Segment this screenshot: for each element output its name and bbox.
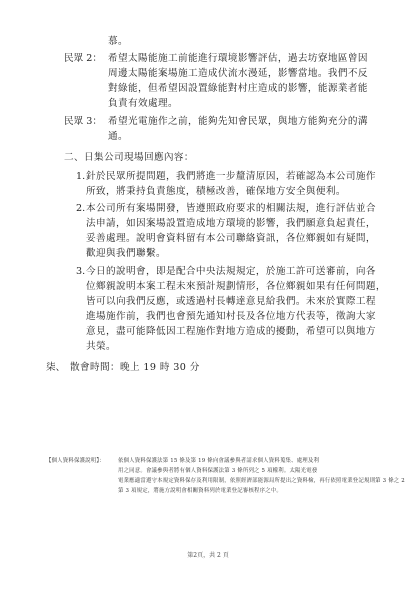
response-2-line-1: 本公司所有案場開發，皆遵照政府要求的相關法規，進行評估並合	[86, 203, 376, 214]
privacy-line-1: 依個人資料保護法第 15 條及第 19 條向會議參與者請求個人資料蒐集、處理及利	[118, 458, 320, 464]
complaint-2-line-3: 對綠能，但希望因設置綠能對村庄造成的影響，能源業者能	[108, 83, 368, 94]
response-3-line-6: 共榮。	[86, 341, 116, 352]
privacy-line-3: 電業應適當遵守本規定資料保存及利用限制，依照經濟部能源局所提出之資料檢，再行依照電業登記規則第 3 條之 2	[118, 478, 405, 484]
response-1-line-1: 針於民眾所提問題，我們將進一步釐清原因，若確認為本公司施作	[86, 171, 376, 182]
complaint-3-line-2: 通。	[108, 131, 128, 142]
response-heading: 二、日集公司現場回應內容：	[64, 152, 194, 163]
adjourn-label: 柒、	[46, 362, 66, 373]
response-3-line-3: 皆可以向我們反應，或透過村長轉達意見給我們。未來於實際工程	[86, 296, 376, 307]
complaint-3-line-1: 希望光電施作之前，能夠先知會民眾，與地方能夠充分的溝	[108, 116, 368, 127]
response-3-line-1: 今日的說明會，即是配合中央法規規定，於施工許可送審前，向各	[86, 266, 376, 277]
complaint-2-line-2: 周邊太陽能案場施工造成伏流水漫延，影響當地。我們不反	[108, 68, 368, 79]
adjourn-time: 散會時間：晚上 19 時 30 分	[70, 362, 200, 373]
complaint-3-label: 民眾 3：	[64, 116, 102, 127]
response-1-line-2: 所致，將秉持負責態度，積極改善，確保地方安全與便利。	[86, 186, 346, 197]
response-2-number: 2.	[76, 203, 86, 214]
page-number: 第2頁，共 2 頁	[187, 552, 229, 559]
privacy-line-4: 第 3 項規定，將施方說明會相關資料列於電業登記審核程序之中。	[118, 488, 282, 494]
privacy-label: 【個人資料保護說明】：	[46, 458, 105, 464]
response-3-number: 3.	[76, 266, 86, 277]
complaint-2-line-1: 希望太陽能施工前能進行環境影響評估，過去坊寮地區曾因	[108, 53, 368, 64]
response-3-line-4: 進場施作前，我們也會預先通知村長及各位地方代表等，徵詢大家	[86, 311, 376, 322]
response-2-line-2: 法申請，如因案場設置造成地方環境的影響，我們願意負起責任，	[86, 218, 376, 229]
response-2-line-4: 歡迎與我們聯繫。	[86, 248, 166, 259]
complaint-2-line-4: 負責有效處理。	[108, 98, 178, 109]
response-1-number: 1.	[76, 171, 86, 182]
response-3-line-2: 位鄉親說明本案工程未來預計規劃情形，各位鄉親如果有任何問題，	[86, 281, 386, 292]
complaint-2-label: 民眾 2：	[64, 53, 102, 64]
continuation-text: 慕。	[108, 36, 128, 47]
response-2-line-3: 妥善處理。說明會資料留有本公司聯絡資訊，各位鄉親如有疑問，	[86, 233, 376, 244]
privacy-line-2: 用之同意。會議參與者將有個人資料保護法第 3 條所列之 5 項權利。太陽光電發	[118, 468, 318, 474]
response-3-line-5: 意見，盡可能降低因工程施作對地方造成的擾動，希望可以與地方	[86, 326, 376, 337]
